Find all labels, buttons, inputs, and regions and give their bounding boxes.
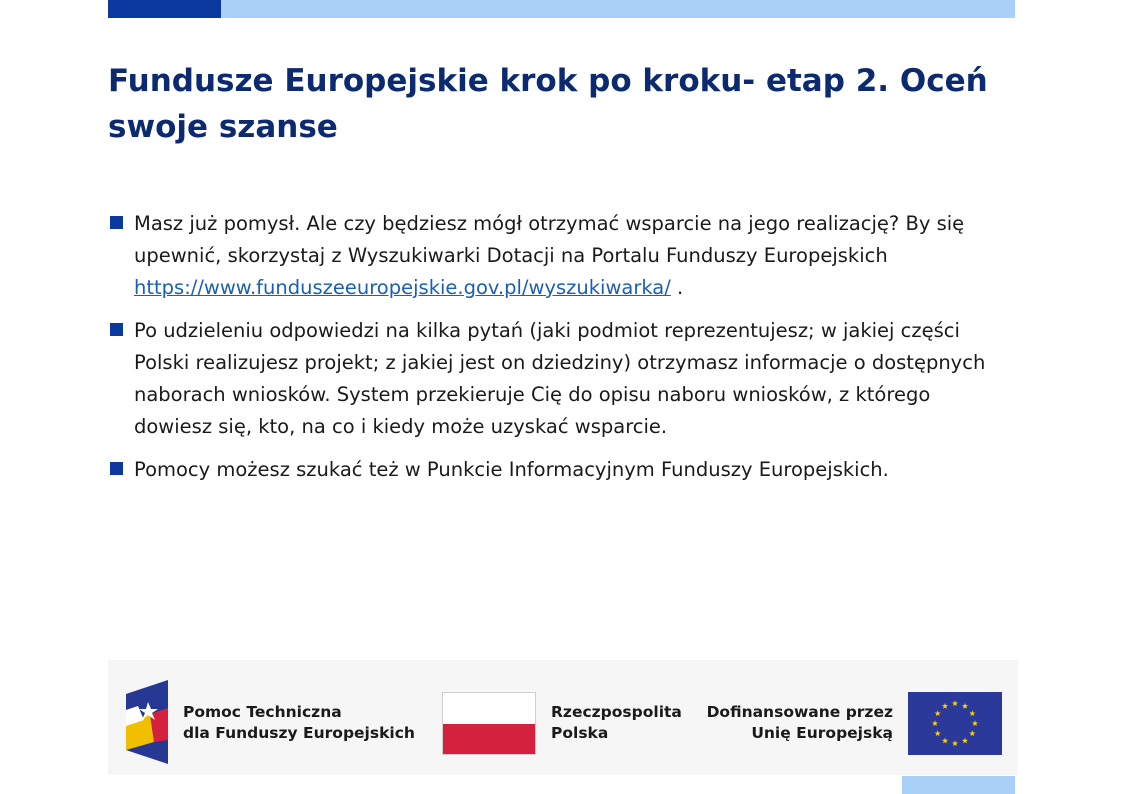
fe-logo-icon	[124, 680, 174, 764]
pl-logo-line2: Polska	[551, 724, 609, 742]
logo-strip	[108, 660, 1018, 775]
bullet-item-2	[108, 315, 1008, 443]
eu-logo-line1: Dofinansowane przez	[706, 703, 893, 721]
bullet-item-3	[108, 454, 1008, 486]
bullet-square-icon	[110, 462, 123, 475]
polish-flag-icon	[442, 692, 536, 755]
bullet-1-text-after: .	[670, 276, 684, 299]
fe-logo-line2: dla Funduszy Europejskich	[183, 724, 415, 742]
pl-logo-line1: Rzeczpospolita	[551, 703, 682, 721]
top-accent-bar-light	[221, 0, 1015, 18]
top-accent-bar-dark	[108, 0, 221, 18]
wyszukiwarka-link[interactable]: https://www.funduszeeuropejskie.gov.pl/wyszukiwarka/	[134, 276, 671, 299]
slide-title: Fundusze Europejskie krok po kroku- etap 2. Oceń swoje szanse	[108, 63, 988, 145]
bullet-list	[108, 208, 1008, 497]
bottom-accent-bar	[902, 776, 1015, 794]
bullet-square-icon	[110, 323, 123, 336]
bullet-2-text: Po udzieleniu odpowiedzi na kilka pytań (jaki podmiot reprezentujesz; w jakiej części Polski realizujesz projekt; z jakiej jest on dziedziny) otrzymasz informacje o dostępnych naborach wniosków. System przekieruje Cię do opisu naboru wniosków, z którego dowiesz się, kto, na co i kiedy może uzyskać wsparcie.	[134, 319, 986, 438]
bullet-1-text: Masz już pomysł. Ale czy będziesz mógł otrzymać wsparcie na jego realizację? By się upewnić, skorzystaj z Wyszukiwarki Dotacji na Portalu Funduszy Europejskich	[134, 212, 965, 267]
eu-flag-icon	[908, 692, 1002, 755]
bullet-square-icon	[110, 216, 123, 229]
eu-logo-line2: Unię Europejską	[751, 724, 893, 742]
bullet-3-text: Pomocy możesz szukać też w Punkcie Informacyjnym Funduszy Europejskich.	[134, 458, 889, 481]
bullet-item-1	[108, 208, 1008, 304]
fe-logo-line1: Pomoc Techniczna	[183, 703, 342, 721]
